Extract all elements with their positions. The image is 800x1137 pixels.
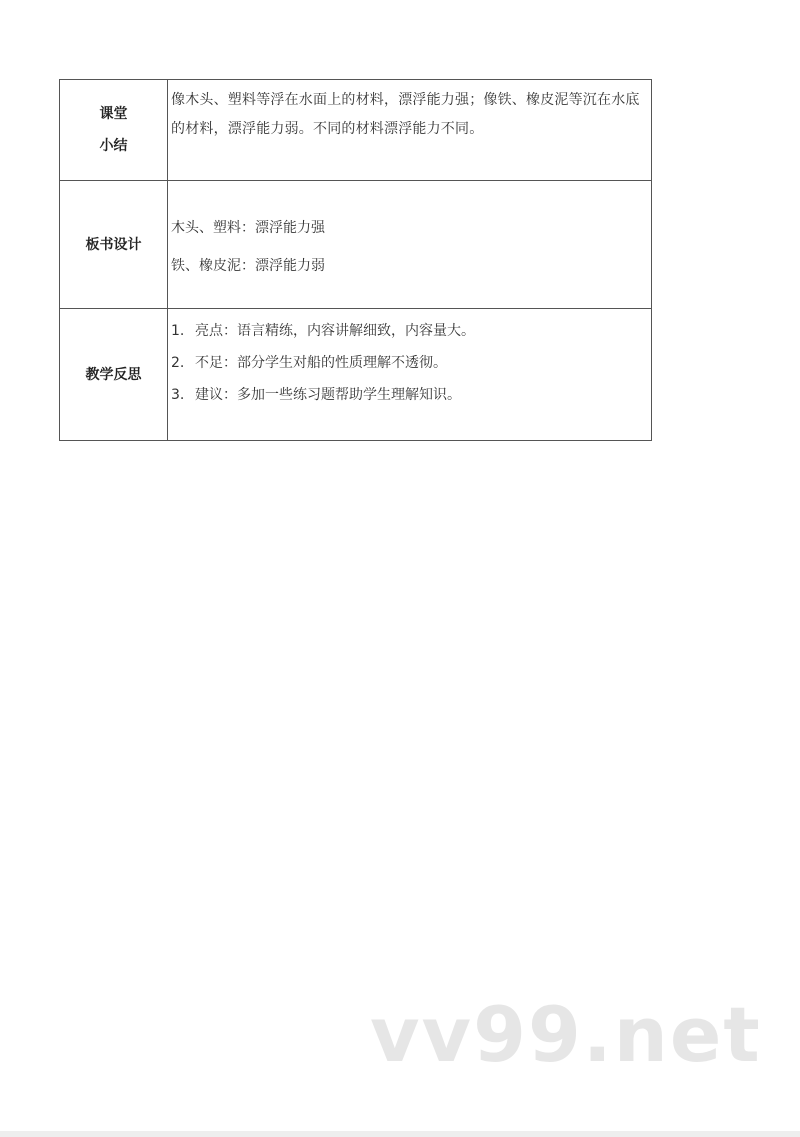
page-bottom-edge	[0, 1131, 800, 1137]
list-item-number: 3.	[171, 387, 185, 403]
board-line-1: 木头、塑料：漂浮能力强	[171, 220, 325, 236]
list-item-text: 亮点：语言精练，内容讲解细致，内容量大。	[195, 323, 475, 339]
reflection-row	[60, 309, 652, 441]
summary-content	[168, 80, 652, 181]
watermark: vv99.net	[370, 990, 762, 1079]
summary-label-line1: 课堂	[99, 106, 128, 122]
list-item	[171, 379, 647, 411]
reflection-list	[168, 309, 651, 411]
board-line-2: 铁、橡皮泥：漂浮能力弱	[171, 258, 325, 274]
board-label: 板书设计	[60, 181, 168, 309]
reflection-content	[168, 309, 652, 441]
summary-text: 像木头、塑料等浮在水面上的材料，漂浮能力强；像铁、橡皮泥等沉在水底的材料，漂浮能力弱。不同的材料漂浮能力不同。	[171, 92, 640, 137]
board-row	[60, 181, 652, 309]
list-item	[171, 347, 647, 379]
list-item-text: 建议：多加一些练习题帮助学生理解知识。	[195, 387, 461, 403]
summary-row	[60, 80, 652, 181]
list-item-number: 1.	[171, 323, 185, 339]
list-item-number: 2.	[171, 355, 185, 371]
board-content	[168, 181, 652, 309]
reflection-label: 教学反思	[60, 309, 168, 441]
summary-label-line2: 小结	[99, 138, 128, 154]
lesson-plan-table	[59, 79, 652, 441]
list-item	[171, 315, 647, 347]
list-item-text: 不足：部分学生对船的性质理解不透彻。	[195, 355, 447, 371]
summary-label	[60, 80, 168, 181]
